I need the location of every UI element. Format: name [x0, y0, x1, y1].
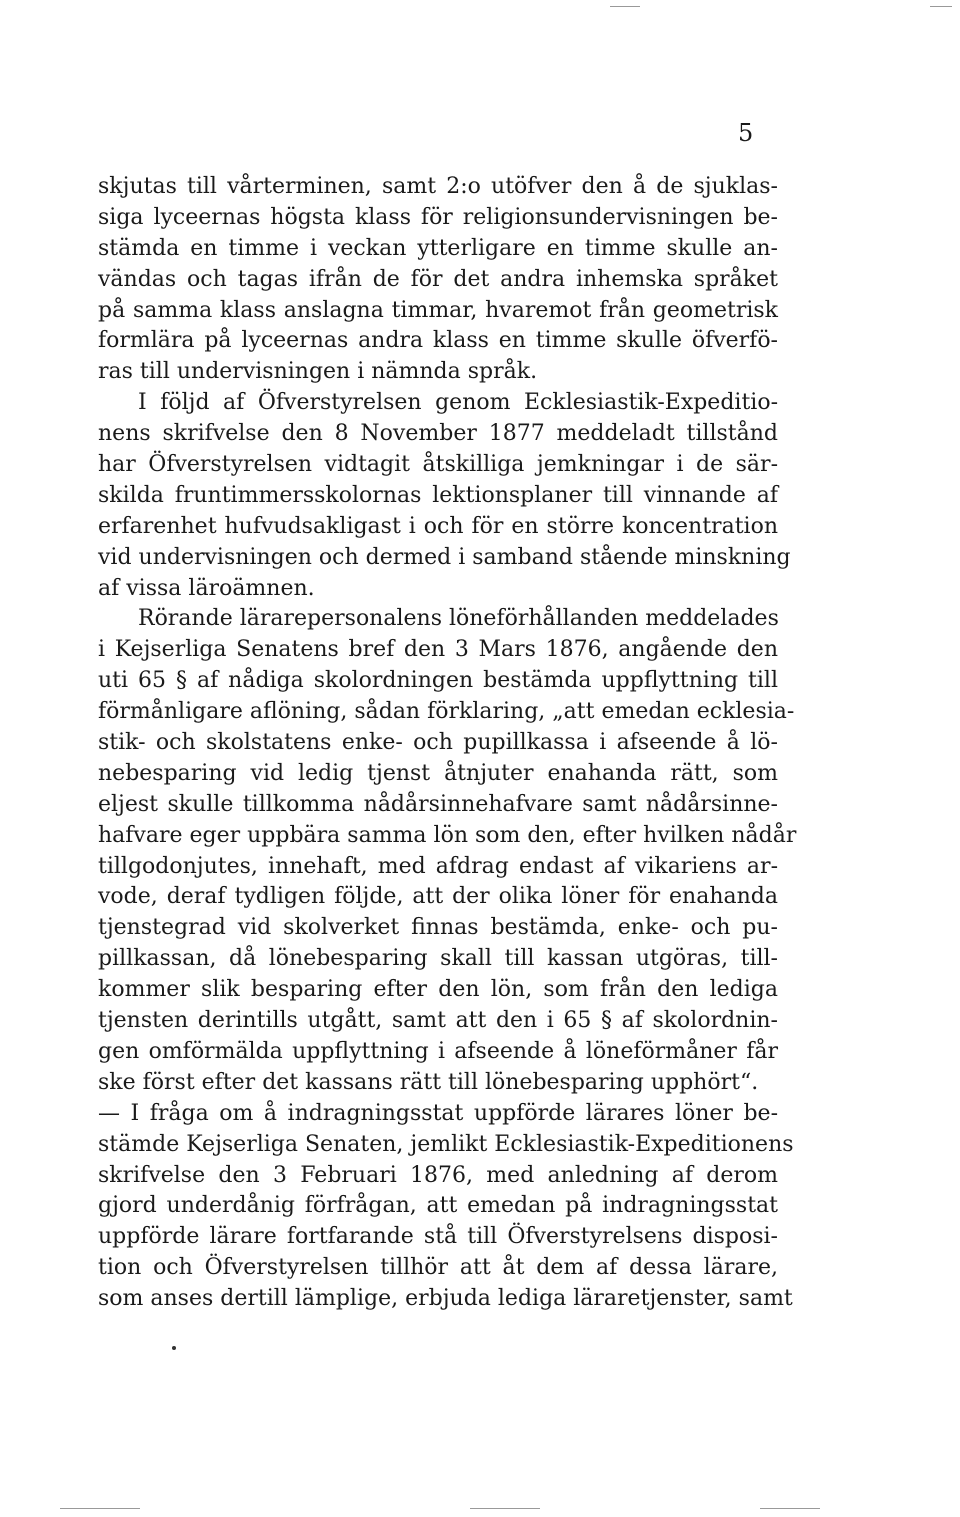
text-line: vändas och tagas ifrån de för det andra inhemska språket	[98, 266, 778, 292]
text-line: siga lyceernas högsta klass för religionsundervisningen be-	[98, 204, 778, 230]
text-line: vid undervisningen och dermed i samband stående minskning	[98, 544, 791, 570]
text-line: på samma klass anslagna timmar, hvaremot från geometrisk	[98, 297, 778, 323]
text-line: tjenstegrad vid skolverket finnas bestämda, enke- och pu-	[98, 915, 778, 941]
text-line: tjensten derintills utgått, samt att den i 65 § af skolordnin-	[98, 1008, 778, 1034]
text-line: uppförde lärare fortfarande stå till Öfverstyrelsens disposi-	[98, 1224, 778, 1250]
text-line: formlära på lyceernas andra klass en timme skulle öfverfö-	[98, 328, 778, 354]
text-line: eljest skulle tillkomma nådårsinnehafvare samt nådårsinne-	[98, 791, 778, 817]
text-line: vode, deraf tydligen följde, att der olika löner för enahanda	[98, 884, 778, 910]
text-line: tion och Öfverstyrelsen tillhör att åt dem af dessa lärare,	[98, 1255, 778, 1281]
text-line: I följd af Öfverstyrelsen genom Ecklesiastik-Expeditio-	[138, 390, 778, 416]
text-line: kommer slik besparing efter den lön, som från den lediga	[98, 977, 778, 1003]
text-line: nens skrifvelse den 8 November 1877 meddeladt tillstånd	[98, 421, 778, 447]
text-line: nebesparing vid ledig tjenst åtnjuter enahanda rätt, som	[98, 760, 778, 786]
page-number: 5	[738, 119, 754, 147]
scan-speck	[470, 1508, 540, 1509]
text-line: förmånligare aflöning, sådan förklaring, „att emedan ecklesia-	[98, 699, 795, 725]
text-line: ras till undervisningen i nämnda språk.	[98, 359, 538, 385]
text-line: uti 65 § af nådiga skolordningen bestämda uppflyttning till	[98, 668, 778, 694]
text-line: — I fråga om å indragningsstat uppförde lärares löner be-	[98, 1100, 778, 1126]
text-line: som anses dertill lämplige, erbjuda lediga läraretjenster, samt	[98, 1286, 793, 1312]
text-line: af vissa läroämnen.	[98, 575, 315, 601]
text-line: Rörande lärarepersonalens löneförhållanden meddelades	[138, 606, 779, 632]
text-line: pillkassan, då lönebesparing skall till kassan utgöras, till-	[98, 946, 778, 972]
text-line: tillgodonjutes, innehaft, med afdrag endast af vikariens ar-	[98, 853, 778, 879]
scan-speck	[930, 6, 952, 7]
text-line: stämda en timme i veckan ytterligare en timme skulle an-	[98, 235, 778, 261]
text-line: har Öfverstyrelsen vidtagit åtskilliga jemkningar i de sär-	[98, 452, 778, 478]
text-line: hafvare eger uppbära samma lön som den, efter hvilken nådår	[98, 822, 797, 848]
scan-speck	[610, 6, 640, 7]
text-line: ske först efter det kassans rätt till lönebesparing upphört“.	[98, 1069, 759, 1095]
text-line: skjutas till vårterminen, samt 2:o utöfver den å de sjuklas-	[98, 174, 778, 199]
scan-speck	[60, 1508, 140, 1509]
text-line: gen omförmälda uppflyttning i afseende å löneförmåner får	[98, 1038, 778, 1064]
ink-dot	[172, 1346, 176, 1350]
text-line: i Kejserliga Senatens bref den 3 Mars 1876, angående den	[98, 637, 778, 663]
text-line: erfarenhet hufvudsakligast i och för en större koncentration	[98, 513, 778, 539]
text-line: stämde Kejserliga Senaten, jemlikt Ecklesiastik-Expeditionens	[98, 1131, 794, 1157]
text-line: gjord underdånig förfrågan, att emedan på indragningsstat	[98, 1193, 778, 1219]
text-line: skrifvelse den 3 Februari 1876, med anledning af derom	[98, 1162, 778, 1188]
scan-speck	[760, 1508, 820, 1509]
text-line: stik- och skolstatens enke- och pupillkassa i afseende å lö-	[98, 730, 778, 756]
body-text	[98, 172, 797, 1315]
text-line: skilda fruntimmersskolornas lektionsplaner till vinnande af	[98, 482, 778, 508]
